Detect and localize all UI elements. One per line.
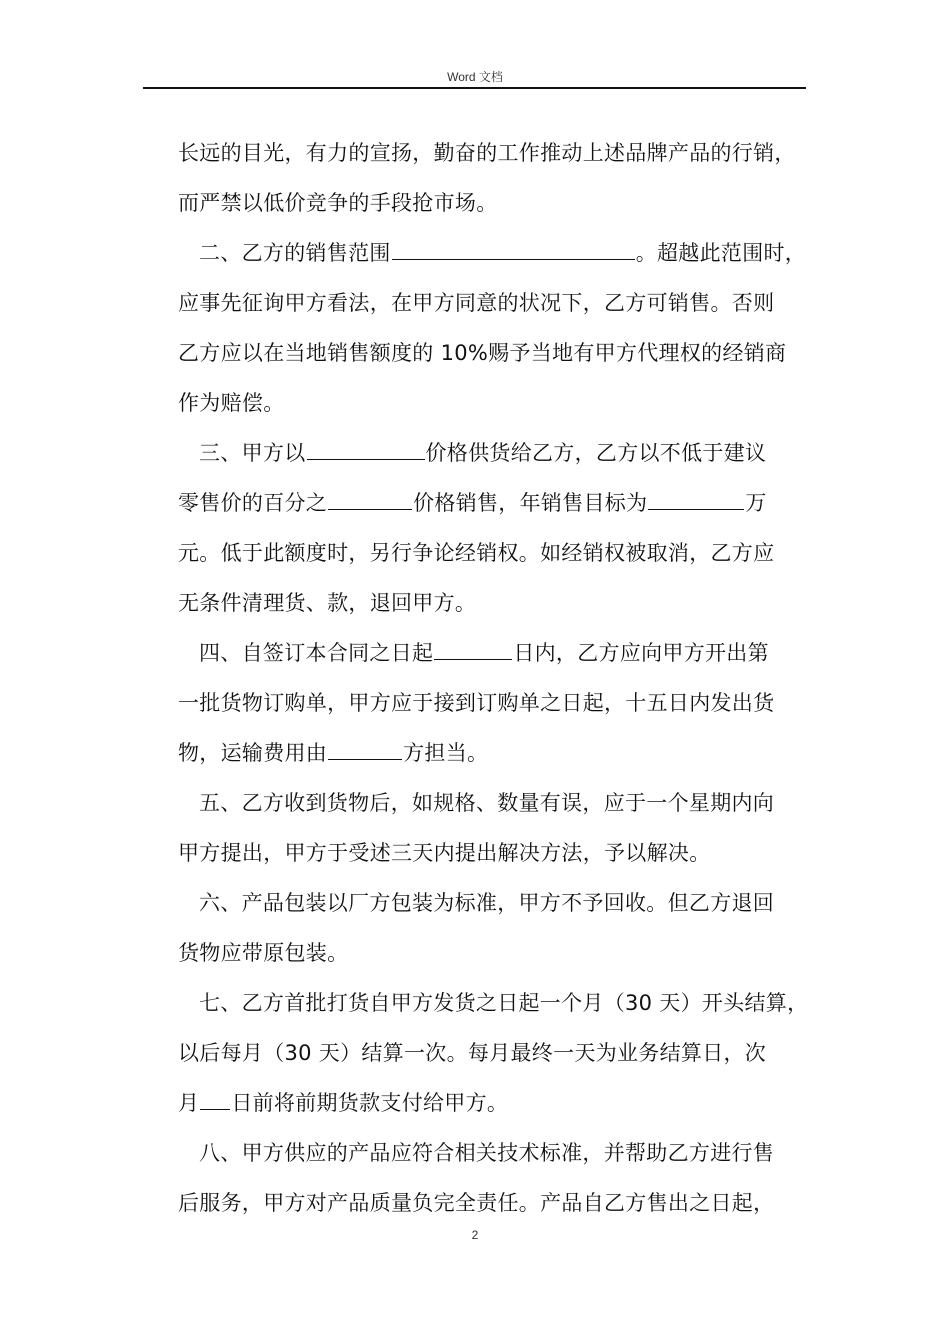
text-line	[178, 228, 808, 278]
text-line: 以后每月（30 天）结算一次。每月最终一天为业务结算日，次	[178, 1041, 767, 1065]
order-days-blank	[434, 637, 512, 660]
text-line: 长远的目光，有力的宣扬，勤奋的工作推动上述品牌产品的行销，	[178, 141, 796, 165]
clause-text: 价格销售，年销售目标为	[413, 491, 648, 515]
payment-day-blank	[200, 1087, 230, 1110]
text-line: 应事先征询甲方看法，在甲方同意的状况下，乙方可销售。否则	[178, 291, 775, 315]
retail-percent-blank	[328, 487, 412, 510]
text-line	[178, 628, 808, 678]
text-line: 货物应带原包装。	[178, 941, 349, 965]
clause-text: 月	[178, 1091, 200, 1115]
page-header-title: Word 文档	[447, 70, 503, 84]
clause-text: 零售价的百分之	[178, 491, 328, 515]
text-line	[178, 478, 808, 528]
clause-text: 四、自签订本合同之日起	[199, 641, 434, 665]
paragraph-4	[178, 628, 808, 778]
supply-price-blank	[307, 437, 425, 460]
text-line: 元。低于此额度时，另行争论经销权。如经销权被取消，乙方应	[178, 541, 775, 565]
text-line: 一批货物订购单，甲方应于接到订购单之日起，十五日内发出货	[178, 691, 775, 715]
text-line	[178, 728, 808, 778]
text-line: 七、乙方首批打货自甲方发货之日起一个月（30 天）开头结算，	[199, 991, 809, 1015]
text-line: 而严禁以低价竞争的手段抢市场。	[178, 191, 498, 215]
text-line: 乙方应以在当地销售额度的 10%赐予当地有甲方代理权的经销商	[178, 341, 787, 365]
clause-text: 物，运输费用由	[178, 741, 328, 765]
sales-target-blank	[648, 487, 744, 510]
text-line	[178, 428, 808, 478]
text-line	[178, 1078, 808, 1128]
clause-text: 。超越此范围时，	[635, 241, 807, 265]
paragraph-8	[178, 1128, 808, 1228]
clause-text: 二、乙方的销售范围	[199, 241, 391, 265]
clause-text: 日前将前期货款支付给甲方。	[231, 1091, 509, 1115]
clause-text: 方担当。	[403, 741, 489, 765]
clause-text: 价格供货给乙方，乙方以不低于建议	[425, 441, 767, 465]
text-line: 八、甲方供应的产品应符合相关技术标准，并帮助乙方进行售	[199, 1141, 775, 1165]
document-body	[178, 128, 808, 1228]
clause-text: 三、甲方以	[199, 441, 306, 465]
text-line: 六、产品包装以厂方包装为标准，甲方不予回收。但乙方退回	[199, 891, 775, 915]
freight-party-blank	[328, 737, 402, 760]
text-line: 作为赔偿。	[178, 391, 285, 415]
clause-text: 万	[745, 491, 767, 515]
text-line: 无条件清理货、款，退回甲方。	[178, 591, 477, 615]
paragraph-6	[178, 878, 808, 978]
text-line: 后服务，甲方对产品质量负完全责任。产品自乙方售出之日起，	[178, 1191, 775, 1215]
paragraph-1	[178, 128, 808, 228]
paragraph-5	[178, 778, 808, 878]
sales-range-blank	[392, 237, 635, 260]
header-divider	[143, 87, 806, 89]
paragraph-3	[178, 428, 808, 628]
text-line: 甲方提出，甲方于受述三天内提出解决方法，予以解决。	[178, 841, 711, 865]
paragraph-7	[178, 978, 808, 1128]
page-number: 2	[471, 1228, 479, 1242]
text-line: 五、乙方收到货物后，如规格、数量有误，应于一个星期内向	[199, 791, 775, 815]
clause-text: 日内，乙方应向甲方开出第	[513, 641, 769, 665]
paragraph-2	[178, 228, 808, 428]
